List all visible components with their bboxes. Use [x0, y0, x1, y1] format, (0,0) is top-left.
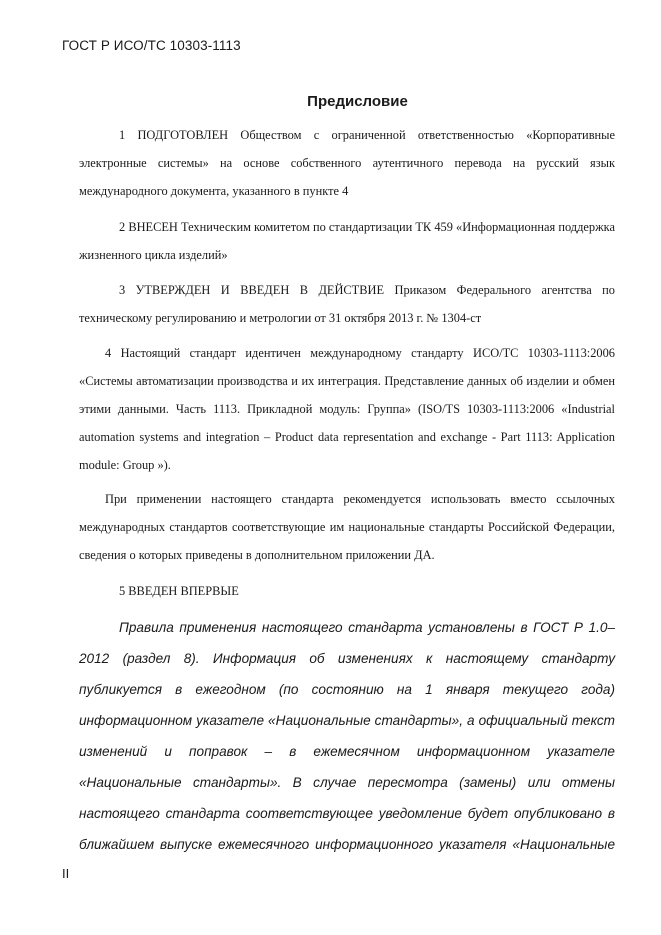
paragraph-line: 2012 (раздел 8). Информация об изменениях к настоящему стандарту [79, 651, 615, 666]
paragraph-line: международных стандартов соответствующие им национальные стандарты Российской Федерации, [79, 520, 615, 534]
page-title: Предисловие [307, 93, 408, 110]
paragraph-line: «Национальные стандарты». В случае пересмотра (замены) или отмены [79, 775, 615, 790]
paragraph-line: международного документа, указанного в пункте 4 [79, 184, 349, 198]
paragraph-line: 4 Настоящий стандарт идентичен международному стандарту ИСО/ТС 10303-1113:2006 [105, 346, 615, 360]
paragraph-line: этими данными. Часть 1113. Прикладной модуль: Группа» (ISO/TS 10303-1113:2006 «Industrial [79, 402, 615, 416]
paragraph-line: ближайшем выпуске ежемесячного информационного указателя «Национальные [79, 837, 615, 852]
document-header: ГОСТ Р ИСО/ТС 10303-1113 [62, 38, 241, 53]
page-number: II [62, 866, 70, 881]
paragraph-line: изменений и поправок – в ежемесячном информационном указателе [79, 744, 615, 759]
paragraph-line: Правила применения настоящего стандарта установлены в ГОСТ Р 1.0– [119, 620, 615, 635]
paragraph-line: automation systems and integration – Product data representation and exchange - Part 1113: Application [79, 430, 615, 444]
paragraph-line: «Системы автоматизации производства и их интеграция. Представление данных об изделии и обмен [79, 374, 615, 388]
paragraph-line: жизненного цикла изделий» [79, 248, 228, 262]
paragraph-line: публикуется в ежегодном (по состоянию на 1 января текущего года) [79, 682, 615, 697]
paragraph-line: module: Group »). [79, 458, 171, 472]
paragraph-line: техническому регулированию и метрологии от 31 октября 2013 г. № 1304-ст [79, 311, 482, 325]
paragraph-line: электронные системы» на основе собственного аутентичного перевода на русский язык [79, 156, 615, 170]
paragraph-line: информационном указателе «Национальные стандарты», а официальный текст [79, 713, 615, 728]
paragraph-line: настоящего стандарта соответствующее уведомление будет опубликовано в [79, 806, 615, 821]
paragraph-line: 1 ПОДГОТОВЛЕН Обществом с ограниченной ответственностью «Корпоративные [119, 128, 615, 142]
paragraph-line: 2 ВНЕСЕН Техническим комитетом по стандартизации ТК 459 «Информационная поддержка [119, 220, 615, 234]
paragraph-line: 5 ВВЕДЕН ВПЕРВЫЕ [119, 584, 239, 598]
paragraph-line: 3 УТВЕРЖДЕН И ВВЕДЕН В ДЕЙСТВИЕ Приказом Федерального агентства по [119, 283, 615, 297]
paragraph-line: При применении настоящего стандарта рекомендуется использовать вместо ссылочных [105, 492, 615, 506]
paragraph-line: сведения о которых приведены в дополнительном приложении ДА. [79, 548, 435, 562]
